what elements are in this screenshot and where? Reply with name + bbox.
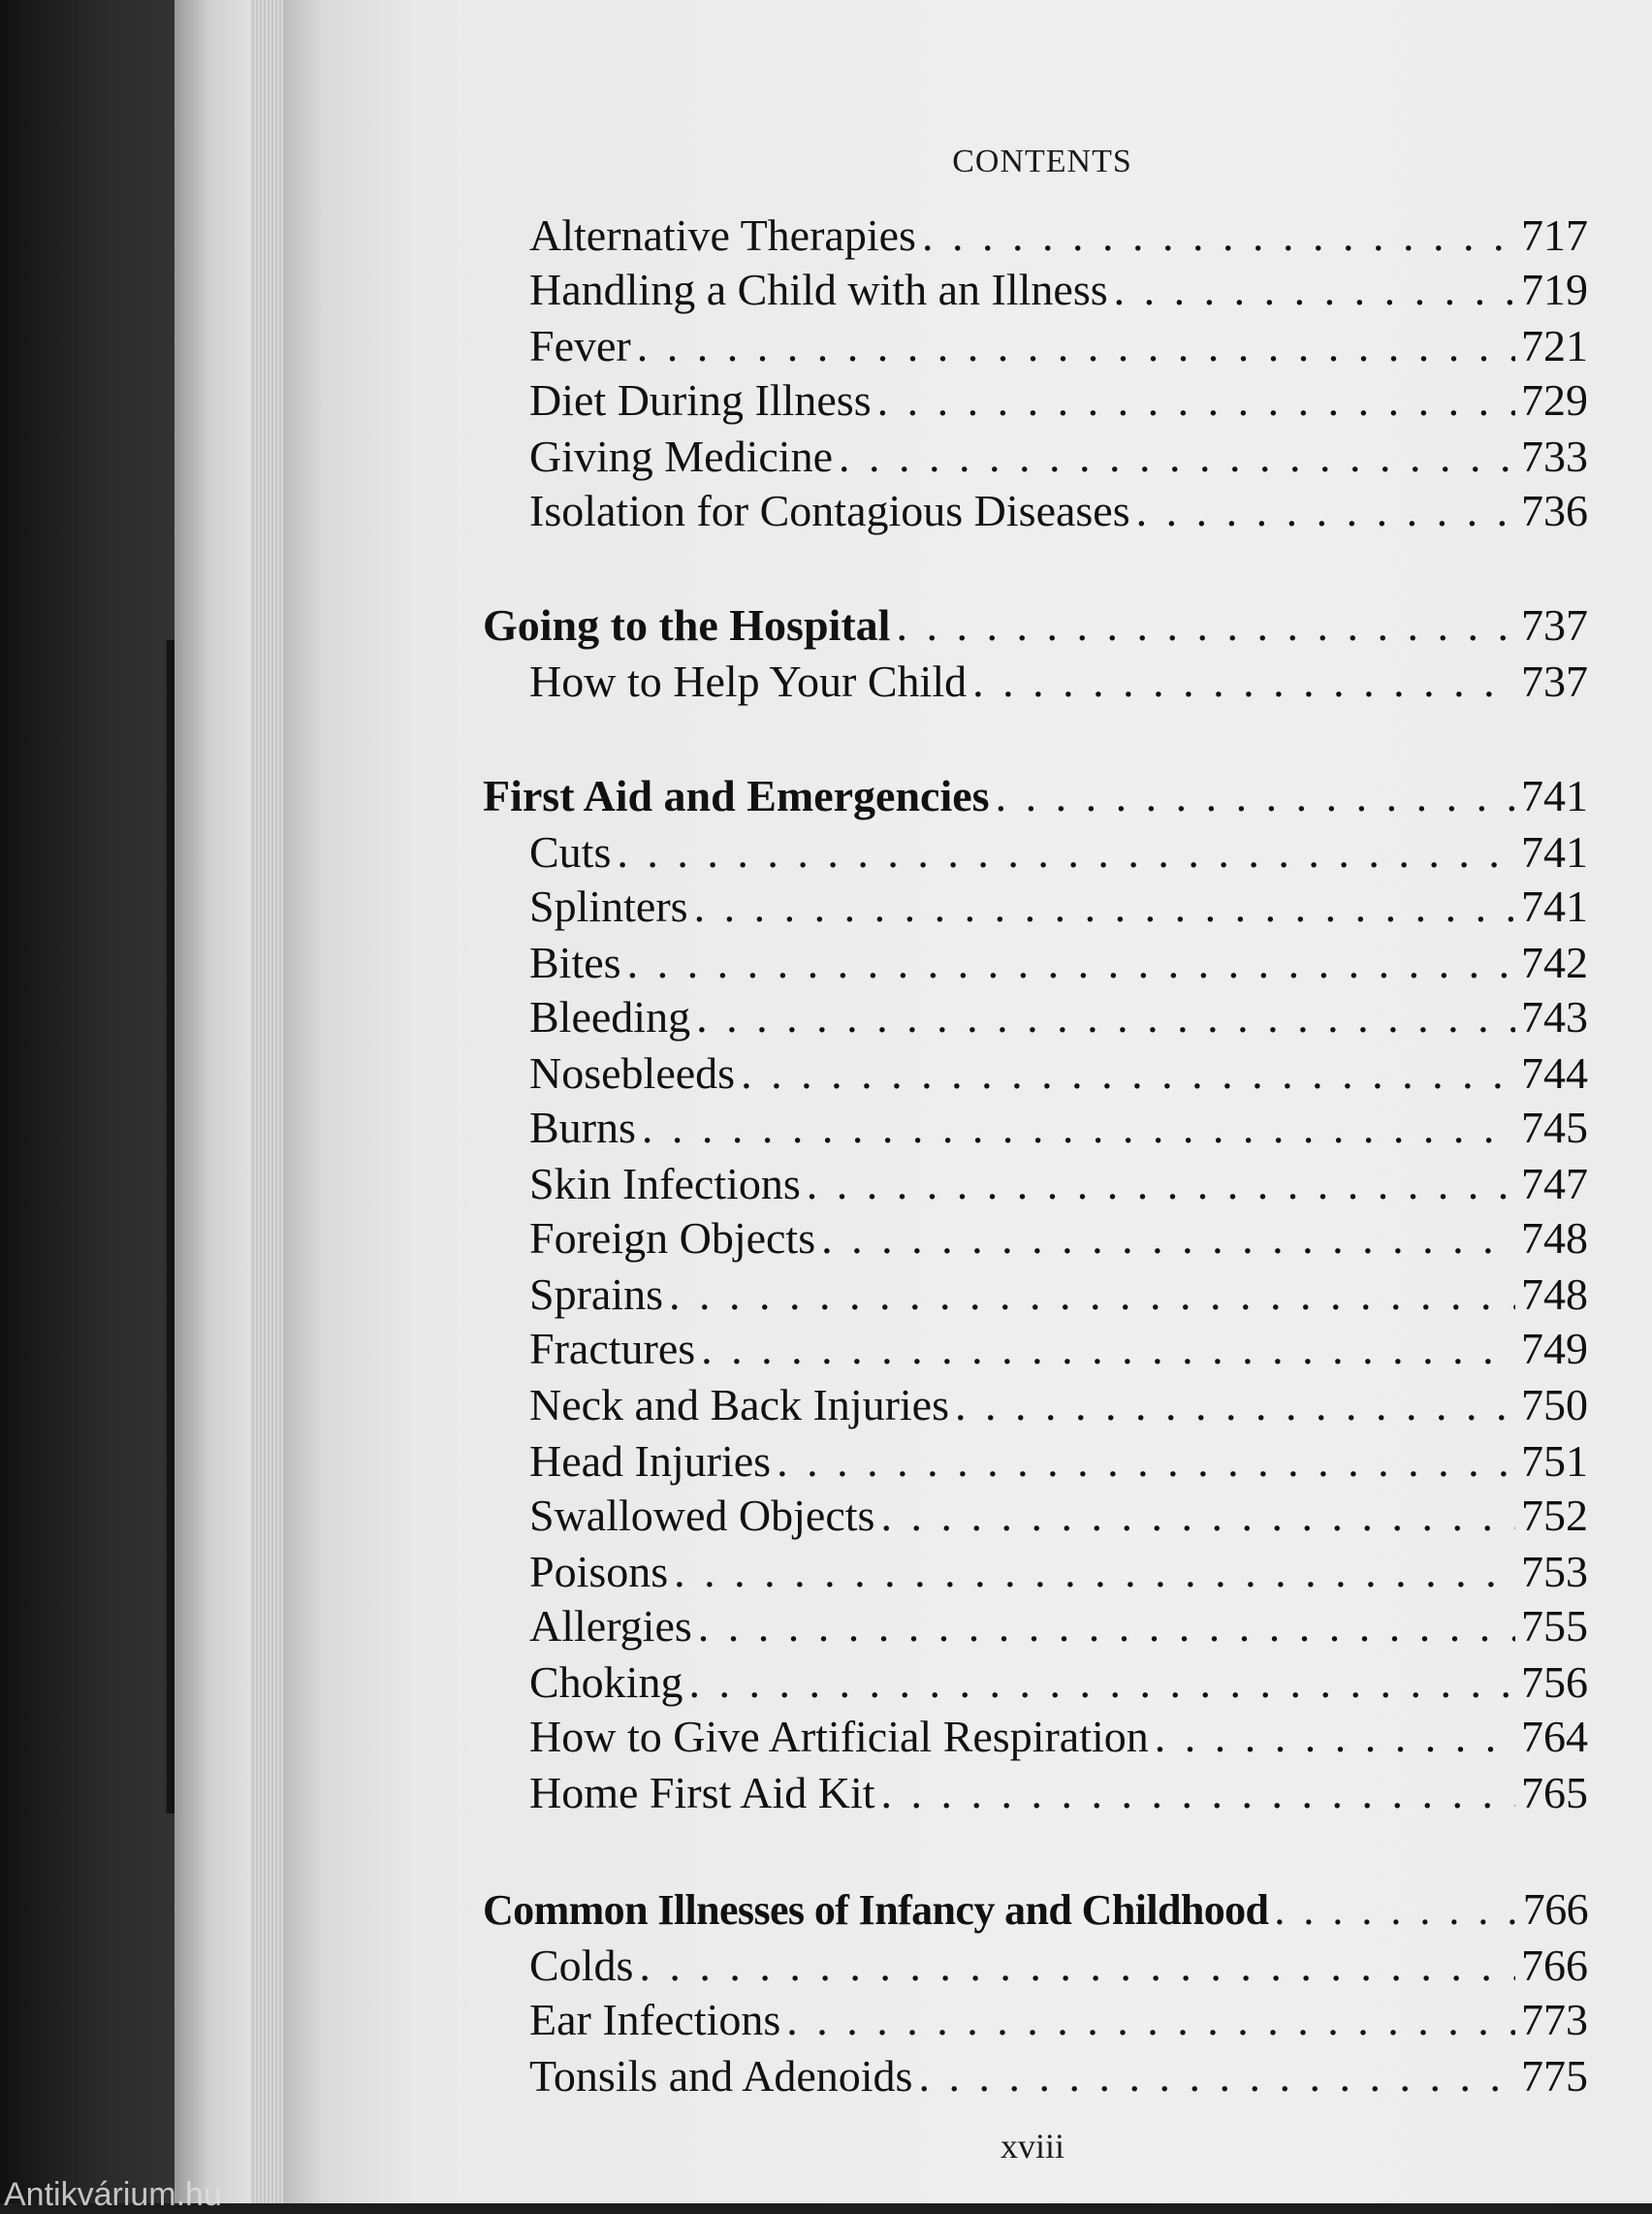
toc-entry bbox=[529, 372, 1588, 428]
entry-page: 744 bbox=[1521, 1048, 1588, 1098]
entry-title: Alternative Therapies bbox=[529, 210, 916, 260]
toc-entry bbox=[529, 1156, 1588, 1211]
section-page: 766 bbox=[1522, 1884, 1588, 1934]
dot-leader bbox=[1114, 262, 1515, 317]
toc-entry bbox=[529, 1654, 1588, 1710]
dot-leader bbox=[694, 879, 1515, 934]
entry-title: Poisons bbox=[529, 1547, 669, 1596]
section-page: 741 bbox=[1521, 771, 1588, 820]
toc-entry bbox=[529, 1045, 1588, 1101]
entry-title: Isolation for Contagious Diseases bbox=[529, 486, 1130, 535]
dot-leader bbox=[639, 1938, 1515, 1993]
section-page: 737 bbox=[1521, 600, 1588, 650]
dot-leader bbox=[674, 1544, 1515, 1599]
entry-title: Skin Infections bbox=[529, 1159, 801, 1208]
entry-title: Fractures bbox=[529, 1324, 696, 1373]
entry-title: Bites bbox=[529, 938, 621, 987]
entry-page: 773 bbox=[1521, 1995, 1588, 2044]
toc-entry bbox=[529, 1992, 1588, 2047]
toc-entry bbox=[529, 208, 1588, 263]
entry-page: 751 bbox=[1521, 1436, 1588, 1486]
toc-entry bbox=[529, 1765, 1588, 1820]
dot-leader bbox=[786, 1992, 1515, 2047]
dot-leader bbox=[1136, 483, 1515, 538]
entry-page: 747 bbox=[1521, 1159, 1588, 1208]
entry-page: 765 bbox=[1521, 1768, 1588, 1817]
section-title: Common Illnesses of Infancy and Childhood bbox=[483, 1886, 1269, 1934]
entry-page: 749 bbox=[1521, 1324, 1588, 1373]
toc-entry bbox=[529, 879, 1588, 934]
dot-leader bbox=[839, 429, 1515, 484]
dot-leader bbox=[922, 208, 1515, 263]
entry-title: Foreign Objects bbox=[529, 1213, 816, 1263]
entry-page: 752 bbox=[1521, 1491, 1588, 1540]
entry-page: 721 bbox=[1521, 321, 1588, 370]
entry-title: Choking bbox=[529, 1657, 683, 1707]
entry-title: Splinters bbox=[529, 882, 688, 931]
toc-entry bbox=[529, 935, 1588, 990]
entry-page: 736 bbox=[1521, 486, 1588, 535]
toc-entry bbox=[529, 1210, 1588, 1266]
entry-page: 748 bbox=[1521, 1269, 1588, 1319]
entry-page: 750 bbox=[1521, 1380, 1588, 1429]
dot-leader bbox=[642, 1100, 1515, 1155]
toc-entry bbox=[529, 1598, 1588, 1653]
entry-title: Head Injuries bbox=[529, 1436, 772, 1486]
dot-leader bbox=[877, 372, 1515, 428]
toc-entry bbox=[529, 1938, 1588, 1993]
entry-title: Bleeding bbox=[529, 992, 691, 1042]
entry-title: How to Help Your Child bbox=[529, 657, 968, 706]
entry-title: Tonsils and Adenoids bbox=[529, 2051, 913, 2101]
entry-title: Swallowed Objects bbox=[529, 1491, 875, 1540]
entry-title: Fever bbox=[529, 321, 631, 370]
running-head: CONTENTS bbox=[952, 144, 1132, 179]
toc-entry bbox=[529, 824, 1588, 880]
toc-entry bbox=[529, 483, 1588, 538]
toc-entry bbox=[529, 989, 1588, 1044]
toc-entry bbox=[529, 654, 1588, 709]
dot-leader bbox=[696, 989, 1515, 1044]
entry-page: 775 bbox=[1521, 2051, 1588, 2101]
dot-leader bbox=[972, 654, 1515, 709]
dot-leader bbox=[701, 1321, 1515, 1376]
dot-leader bbox=[821, 1210, 1515, 1266]
entry-page: 719 bbox=[1521, 265, 1588, 314]
toc-section-heading bbox=[483, 768, 1588, 823]
entry-page: 753 bbox=[1521, 1547, 1588, 1596]
toc-entry bbox=[529, 1433, 1588, 1489]
toc-entry bbox=[529, 318, 1588, 373]
toc-entry bbox=[529, 2048, 1588, 2103]
section-title: Going to the Hospital bbox=[483, 600, 891, 650]
entry-page: 743 bbox=[1521, 992, 1588, 1042]
entry-page: 737 bbox=[1521, 657, 1588, 706]
toc-section-heading bbox=[483, 1881, 1588, 1937]
dot-leader bbox=[896, 597, 1515, 653]
dot-leader bbox=[627, 935, 1515, 990]
dot-leader bbox=[918, 2048, 1515, 2103]
dot-leader bbox=[1155, 1709, 1515, 1764]
dot-leader bbox=[881, 1765, 1515, 1820]
toc-entry bbox=[529, 1544, 1588, 1599]
entry-title: Nosebleeds bbox=[529, 1048, 736, 1098]
entry-title: Neck and Back Injuries bbox=[529, 1380, 950, 1429]
toc-entry bbox=[529, 1377, 1588, 1432]
dot-leader bbox=[955, 1377, 1515, 1432]
section-title: First Aid and Emergencies bbox=[483, 771, 990, 820]
entry-page: 766 bbox=[1521, 1941, 1588, 1990]
watermark: Antikvárium.hu bbox=[4, 2176, 222, 2213]
toc-entry bbox=[529, 1488, 1588, 1543]
toc-entry bbox=[529, 1709, 1588, 1764]
dot-leader bbox=[741, 1045, 1515, 1101]
entry-page: 756 bbox=[1521, 1657, 1588, 1707]
dot-leader bbox=[617, 824, 1515, 880]
entry-page: 729 bbox=[1521, 375, 1588, 425]
toc-entry bbox=[529, 1100, 1588, 1155]
entry-title: Giving Medicine bbox=[529, 432, 833, 481]
entry-title: Home First Aid Kit bbox=[529, 1768, 875, 1817]
entry-title: Allergies bbox=[529, 1601, 692, 1651]
entry-title: Sprains bbox=[529, 1269, 663, 1319]
toc-entry bbox=[529, 1321, 1588, 1376]
dot-leader bbox=[996, 768, 1515, 823]
entry-page: 748 bbox=[1521, 1213, 1588, 1263]
entry-title: How to Give Artificial Respiration bbox=[529, 1712, 1149, 1761]
entry-title: Handling a Child with an Illness bbox=[529, 265, 1108, 314]
dot-leader bbox=[880, 1488, 1515, 1543]
toc-entry bbox=[529, 1267, 1588, 1322]
entry-page: 741 bbox=[1521, 882, 1588, 931]
entry-title: Cuts bbox=[529, 827, 612, 877]
entry-page: 764 bbox=[1521, 1712, 1588, 1761]
entry-page: 755 bbox=[1521, 1601, 1588, 1651]
dot-leader bbox=[669, 1267, 1515, 1322]
entry-page: 742 bbox=[1521, 938, 1588, 987]
dot-leader bbox=[637, 318, 1515, 373]
toc-entry bbox=[529, 429, 1588, 484]
entry-title: Colds bbox=[529, 1941, 634, 1990]
entry-page: 745 bbox=[1521, 1103, 1588, 1152]
entry-page: 717 bbox=[1521, 210, 1588, 260]
entry-page: 733 bbox=[1521, 432, 1588, 481]
dot-leader bbox=[1274, 1882, 1516, 1938]
dot-leader bbox=[698, 1598, 1515, 1653]
entry-title: Ear Infections bbox=[529, 1995, 781, 2044]
toc-entry bbox=[529, 262, 1588, 317]
dot-leader bbox=[688, 1654, 1515, 1710]
dot-leader bbox=[777, 1433, 1515, 1489]
dot-leader bbox=[807, 1156, 1515, 1211]
page-number: xviii bbox=[1000, 2127, 1064, 2166]
entry-title: Burns bbox=[529, 1103, 636, 1152]
toc-section-heading bbox=[483, 597, 1588, 653]
entry-page: 741 bbox=[1521, 827, 1588, 877]
entry-title: Diet During Illness bbox=[529, 375, 872, 425]
